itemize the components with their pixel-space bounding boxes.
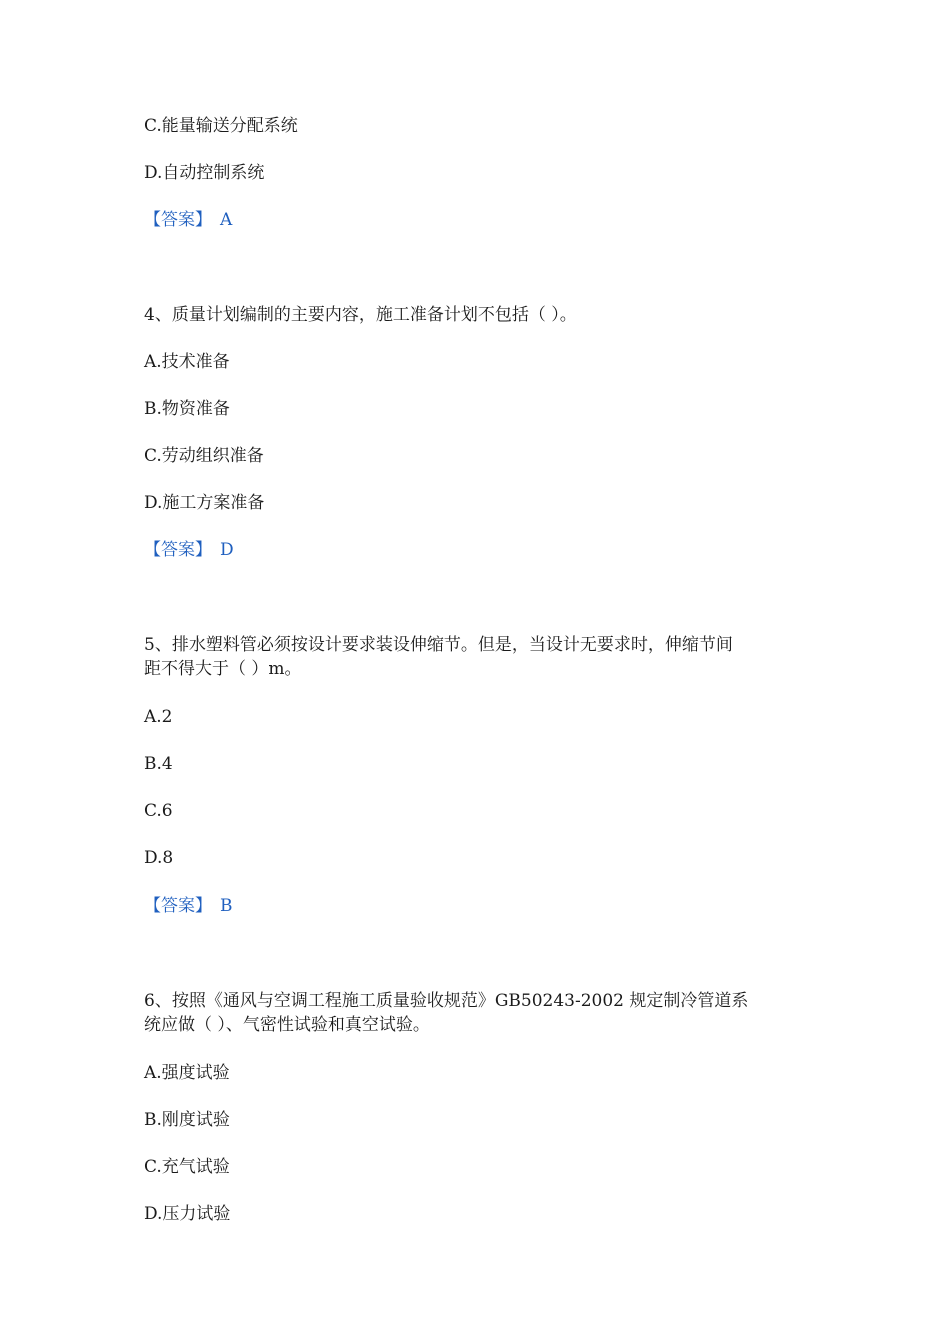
- answer-value: B: [220, 896, 233, 916]
- q4-answer: [144, 538, 234, 562]
- q4-option-d: D.施工方案准备: [144, 493, 265, 513]
- q5-option-b: B.4: [144, 754, 173, 774]
- q6-option-c: C.充气试验: [144, 1157, 230, 1177]
- q5-question-line2: 距不得大于（ ）m。: [144, 659, 302, 679]
- q4-option-b: B.物资准备: [144, 399, 230, 419]
- q3-answer: [144, 208, 232, 232]
- answer-label: 【答案】: [144, 210, 212, 230]
- q5-question-line1: 5、排水塑料管必须按设计要求装设伸缩节。但是，当设计无要求时，伸缩节间: [144, 635, 733, 655]
- q4-option-a: A.技术准备: [144, 352, 230, 372]
- q6-option-d: D.压力试验: [144, 1204, 231, 1224]
- answer-label: 【答案】: [144, 540, 212, 560]
- answer-value: D: [220, 540, 234, 560]
- q6-option-a: A.强度试验: [144, 1063, 230, 1083]
- q6-option-b: B.刚度试验: [144, 1110, 230, 1130]
- q5-option-a: A.2: [144, 707, 173, 727]
- answer-value: A: [220, 210, 233, 230]
- q4-option-c: C.劳动组织准备: [144, 446, 264, 466]
- answer-label: 【答案】: [144, 896, 212, 916]
- q5-option-d: D.8: [144, 848, 174, 868]
- q3-option-c: C.能量输送分配系统: [144, 116, 298, 136]
- q5-option-c: C.6: [144, 801, 173, 821]
- q6-question-line1: 6、按照《通风与空调工程施工质量验收规范》GB50243-2002 规定制冷管道系: [144, 991, 749, 1011]
- q4-question: 4、质量计划编制的主要内容，施工准备计划不包括（ ）。: [144, 305, 577, 325]
- q5-answer: [144, 894, 233, 918]
- q3-option-d: D.自动控制系统: [144, 163, 265, 183]
- q6-question-line2: 统应做（ ）、气密性试验和真空试验。: [144, 1015, 430, 1035]
